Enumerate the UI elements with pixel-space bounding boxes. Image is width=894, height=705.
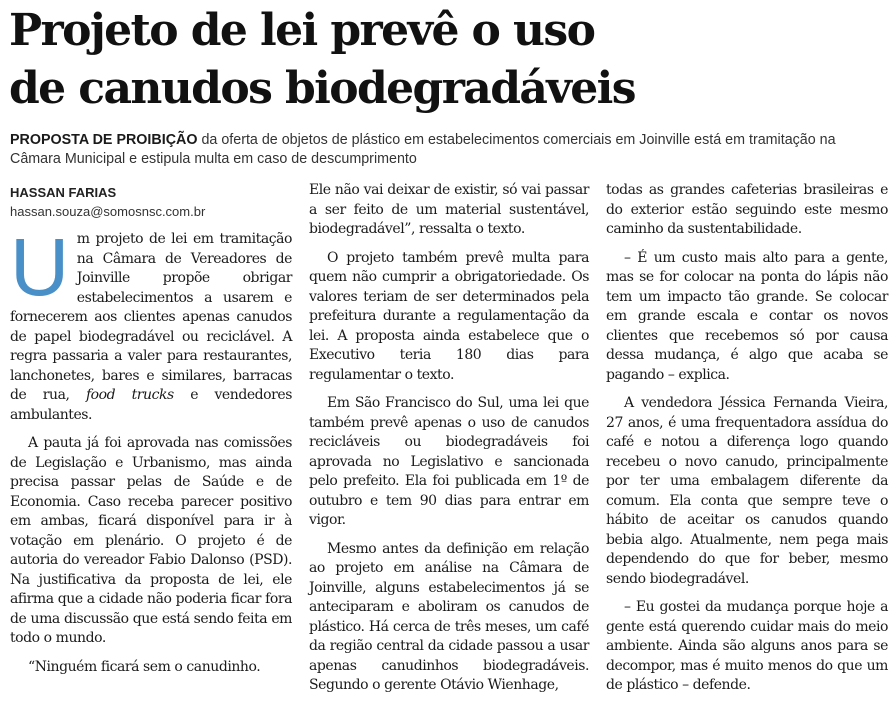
paragraph-8: A vendedora Jéssica Fernanda Vieira, 27 anos, é uma frequentadora assídua do café e notou a diferença logo quando recebeu o novo canudo, principalmente por ter uma embalagem diferente da comum. Ela conta que sempre teve o hábito de aceitar os canudos quando bebia algo. Atualmente, nem pega mais dependendo do que for beber, mesmo sendo biodegradável. — [606, 395, 888, 587]
article-column-1 — [10, 181, 292, 686]
article-column-2 — [309, 181, 589, 705]
paragraph-intro — [10, 222, 292, 425]
paragraph-9: – Eu gostei da mudança porque hoje a gente está querendo cuidar mais do meio ambiente. Ainda são alguns anos para se decompor, mas é muito menos do que um de plástico – defende. — [606, 599, 888, 693]
drop-cap: U — [10, 222, 69, 313]
paragraph-6-start: Mesmo antes da definição em relação ao projeto em análise na Câmara de Joinville, alguns estabelecimentos já se anteciparam e aboliram os canudos de plástico. Há cerca de três meses, um café da região central da cidade passou a usar apenas canudinhos biodegradáveis. Segundo o gerente Otávio Wienhage, — [309, 540, 589, 693]
byline-email: hassan.souza@somosnsc.com.br — [10, 204, 206, 219]
paragraph-7: – É um custo mais alto para a gente, mas se for colocar na ponta do lápis não tem um impacto tão grande. Se colocar em grande escala e contar os novos clientes que recebemos só por causa dessa mudança, é algo que acaba se pagando – explica. — [606, 249, 888, 383]
article-column-3 — [606, 181, 888, 705]
subheadline-kicker: PROPOSTA DE PROIBIÇÃO — [10, 132, 198, 148]
paragraph-intro-text: m projeto de lei em tramitação na Câmara de Vereadores de Joinville propõe obrigar estabelecimentos a usarem e fornecerem aos clientes apenas canudos de papel biodegradável ou reciclável. A regra passaria a valer para restaurantes, lanchonetes, bares e similares, barracas de rua, — [10, 231, 292, 403]
paragraph-3-end: Ele não vai deixar de existir, só vai passar a ser feito de um material sustentável, biodegradável”, ressalta o texto. — [309, 182, 589, 237]
paragraph-4: O projeto também prevê multa para quem não cumprir a obrigatoriedade. Os valores teriam de ser determinados pela prefeitura durante a regulamentação da lei. A proposta ainda estabelece que o Executivo teria 180 dias para regulamentar o texto. — [309, 249, 589, 383]
headline-line-2: de canudos biodegradáveis — [9, 63, 635, 114]
paragraph-3-start: “Ninguém ficará sem o canudinho. — [28, 658, 261, 675]
paragraph-intro-italic: food trucks — [85, 387, 174, 403]
subheadline — [10, 131, 890, 169]
paragraph-intro-end: e vendedores ambulantes. — [10, 387, 292, 423]
headline — [9, 2, 889, 118]
paragraph-2: A pauta já foi aprovada nas comissões de Legislação e Urbanismo, mas ainda precisa passar pelas de Saúde e de Economia. Caso receba parecer positivo em ambas, ficará disponível para ir à votação em plenário. O projeto é de autoria do vereador Fabio Dalonso (PSD). Na justificativa da proposta de lei, ele afirma que a cidade não poderia ficar fora de uma discussão que está sendo feita em todo o mundo. — [10, 435, 292, 646]
headline-line-1: Projeto de lei prevê o uso — [9, 5, 595, 56]
subheadline-text: da oferta de objetos de plástico em estabelecimentos comerciais em Joinville está em tramitação na Câmara Municipal e estipula multa em caso de descumprimento — [10, 132, 836, 167]
byline-author: HASSAN FARIAS — [10, 185, 117, 200]
paragraph-6-end: todas as grandes cafeterias brasileiras e do exterior estão seguindo este mesmo caminho da sustentabilidade. — [606, 182, 888, 237]
paragraph-5: Em São Francisco do Sul, uma lei que também prevê apenas o uso de canudos recicláveis ou biodegradáveis foi aprovada no Legislativo e sancionada pelo prefeito. Ela foi publicada em 1º de outubro e tem 90 dias para entrar em vigor. — [309, 395, 589, 528]
